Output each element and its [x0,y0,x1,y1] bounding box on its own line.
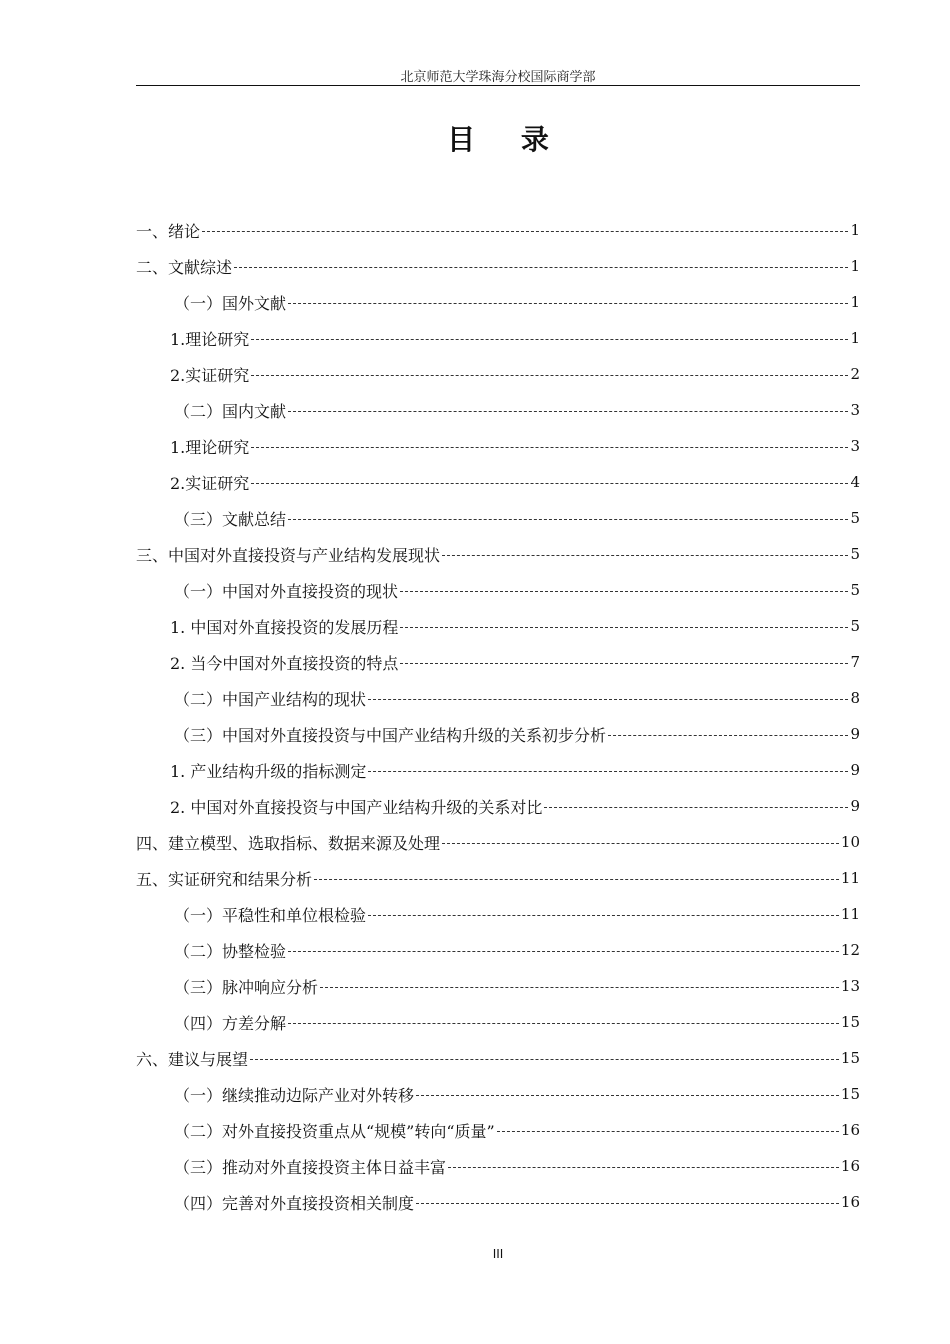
toc-entry-label: （一）平稳性和单位根检验 [174,905,367,925]
toc-entry[interactable] [136,680,860,716]
toc-entry-page: 16 [840,1193,860,1211]
toc-entry-page: 5 [850,545,860,563]
toc-entry-label: （三）推动对外直接投资主体日益丰富 [174,1157,447,1177]
toc-entry[interactable] [136,1040,860,1076]
toc-entry-label: （二）协整检验 [174,941,287,961]
toc-entry-label: 1.理论研究 [170,437,250,457]
toc-entry[interactable] [136,212,860,248]
toc-entry-page: 15 [840,1013,860,1031]
toc-entry-label: 二、文献综述 [136,257,233,277]
toc-entry-page: 3 [850,401,860,419]
toc-entry-page: 5 [850,581,860,599]
toc-dot-leader [497,1131,839,1132]
toc-entry-label: 2.实证研究 [170,365,250,385]
toc-entry-page: 16 [840,1157,860,1175]
toc-entry-label: （四）完善对外直接投资相关制度 [174,1193,415,1213]
toc-entry[interactable] [136,320,860,356]
toc-dot-leader [608,735,848,736]
toc-entry[interactable] [136,644,860,680]
toc-dot-leader [368,915,839,916]
toc-entry-label: 2.实证研究 [170,473,250,493]
toc-dot-leader [288,411,848,412]
toc-entry-page: 3 [850,437,860,455]
toc-dot-leader [251,447,848,448]
toc-dot-leader [400,591,848,592]
toc-entry-page: 4 [850,473,860,491]
toc-entry-label: 四、建立模型、选取指标、数据来源及处理 [136,833,441,853]
toc-dot-leader [448,1167,839,1168]
toc-entry-label: 五、实证研究和结果分析 [136,869,313,889]
toc-entry-page: 12 [840,941,860,959]
toc-entry[interactable] [136,500,860,536]
toc-dot-leader [288,519,848,520]
toc-entry[interactable] [136,1076,860,1112]
toc-entry-label: 一、绪论 [136,221,201,241]
page-header: 北京师范大学珠海分校国际商学部 [400,70,596,85]
toc-dot-leader [234,267,848,268]
toc-dot-leader [442,555,848,556]
toc-dot-leader [442,843,839,844]
toc-dot-leader [544,807,848,808]
toc-entry[interactable] [136,1184,860,1220]
toc-dot-leader [288,303,848,304]
toc-entry-label: 1.理论研究 [170,329,250,349]
toc-entry-label: 六、建议与展望 [136,1049,249,1069]
toc-entry-label: （二）中国产业结构的现状 [174,689,367,709]
table-of-contents [136,212,860,1220]
toc-entry[interactable] [136,536,860,572]
toc-entry[interactable] [136,752,860,788]
toc-entry-page: 1 [850,257,860,275]
toc-entry-page: 9 [850,725,860,743]
toc-dot-leader [314,879,839,880]
toc-dot-leader [288,951,839,952]
toc-entry-page: 9 [850,761,860,779]
toc-dot-leader [251,375,848,376]
toc-entry-label: （三）脉冲响应分析 [174,977,319,997]
toc-entry[interactable] [136,572,860,608]
toc-entry-label: （一）继续推动边际产业对外转移 [174,1085,415,1105]
toc-dot-leader [416,1203,839,1204]
toc-entry[interactable] [136,716,860,752]
toc-entry-page: 11 [840,905,860,923]
toc-entry-label: 1. 中国对外直接投资的发展历程 [170,617,399,637]
toc-entry-label: 1. 产业结构升级的指标测定 [170,761,367,781]
toc-entry-page: 2 [850,365,860,383]
toc-entry-label: （二）对外直接投资重点从“规模”转向“质量” [174,1121,495,1141]
toc-entry-label: （一）国外文献 [174,293,287,313]
toc-entry[interactable] [136,248,860,284]
toc-entry[interactable] [136,1112,860,1148]
toc-entry-label: 2. 中国对外直接投资与中国产业结构升级的关系对比 [170,797,543,817]
toc-entry[interactable] [136,284,860,320]
header-rule [136,85,860,86]
toc-dot-leader [368,771,848,772]
toc-entry-page: 11 [840,869,860,887]
toc-entry[interactable] [136,932,860,968]
toc-entry[interactable] [136,356,860,392]
toc-dot-leader [416,1095,839,1096]
toc-entry-page: 15 [840,1085,860,1103]
toc-entry-page: 1 [850,329,860,347]
toc-entry[interactable] [136,788,860,824]
toc-entry-page: 15 [840,1049,860,1067]
toc-entry-page: 16 [840,1121,860,1139]
toc-dot-leader [368,699,848,700]
toc-entry-page: 9 [850,797,860,815]
page-number: III [492,1247,504,1261]
toc-entry[interactable] [136,464,860,500]
toc-entry-page: 10 [840,833,860,851]
toc-entry[interactable] [136,824,860,860]
toc-entry-page: 7 [850,653,860,671]
toc-dot-leader [400,663,848,664]
toc-entry-page: 13 [840,977,860,995]
toc-entry-label: 2. 当今中国对外直接投资的特点 [170,653,399,673]
toc-entry[interactable] [136,608,860,644]
toc-entry[interactable] [136,860,860,896]
toc-entry-label: （四）方差分解 [174,1013,287,1033]
toc-entry[interactable] [136,428,860,464]
toc-entry[interactable] [136,896,860,932]
toc-entry[interactable] [136,392,860,428]
toc-entry[interactable] [136,1004,860,1040]
toc-dot-leader [320,987,839,988]
toc-entry[interactable] [136,968,860,1004]
toc-entry-page: 1 [850,221,860,239]
toc-entry-page: 1 [850,293,860,311]
toc-dot-leader [400,627,848,628]
toc-entry-page: 8 [850,689,860,707]
toc-dot-leader [288,1023,839,1024]
toc-entry-label: （三）中国对外直接投资与中国产业结构升级的关系初步分析 [174,725,607,745]
toc-entry-page: 5 [850,617,860,635]
toc-entry-page: 5 [850,509,860,527]
toc-entry[interactable] [136,1148,860,1184]
page-title: 目 录 [447,123,567,156]
toc-dot-leader [251,483,848,484]
toc-entry-label: （三）文献总结 [174,509,287,529]
toc-dot-leader [251,339,848,340]
toc-dot-leader [250,1059,839,1060]
toc-entry-label: （一）中国对外直接投资的现状 [174,581,399,601]
toc-entry-label: 三、中国对外直接投资与产业结构发展现状 [136,545,441,565]
toc-dot-leader [202,231,848,232]
toc-entry-label: （二）国内文献 [174,401,287,421]
